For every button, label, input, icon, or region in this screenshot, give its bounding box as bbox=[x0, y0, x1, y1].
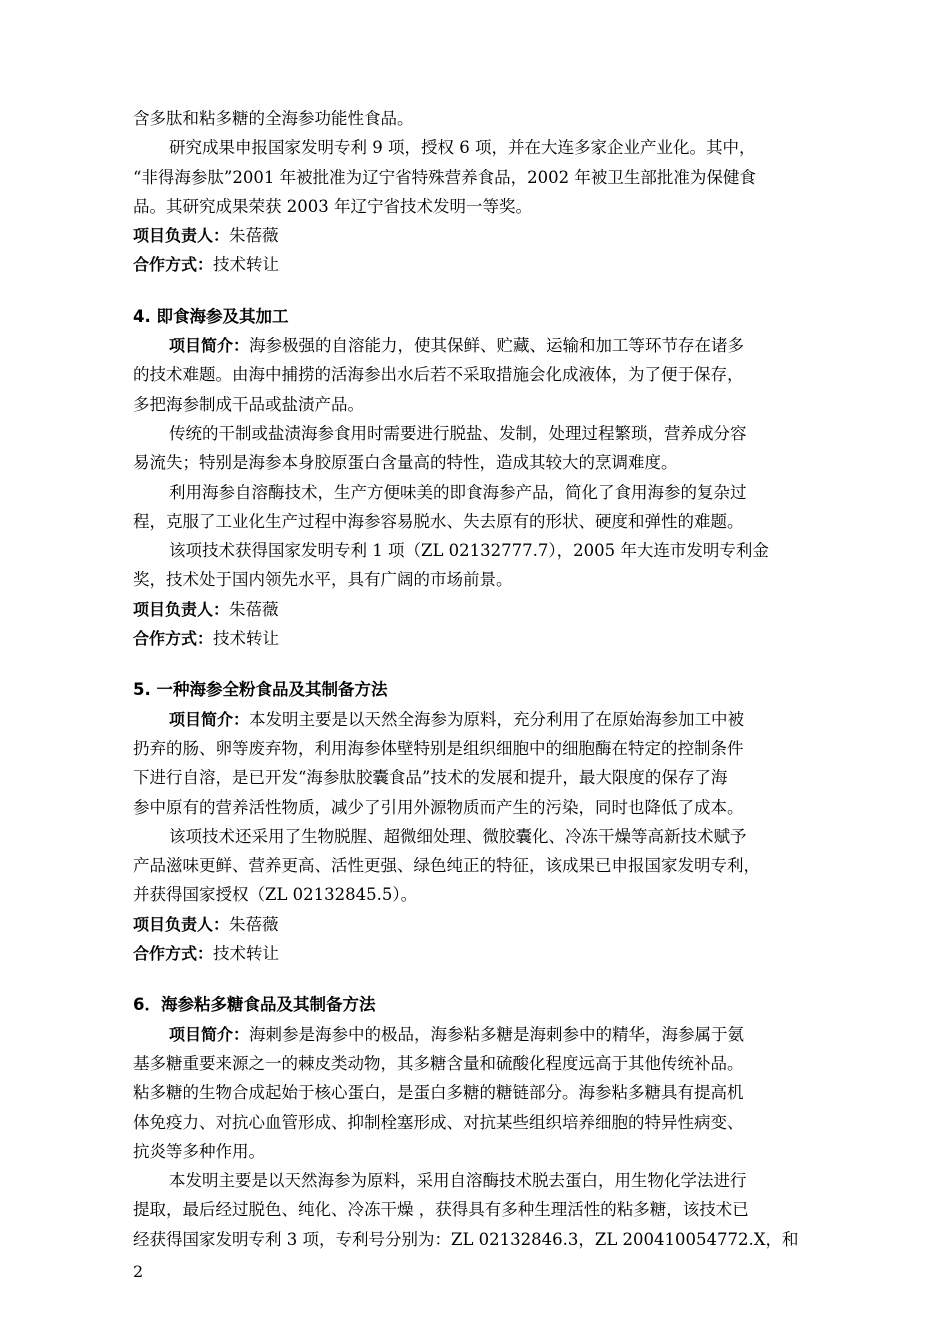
intro-text: 海参极强的自溶能力，使其保鲜、贮藏、运输和加工等环节存在诸多 bbox=[249, 336, 745, 356]
body-text-line bbox=[133, 331, 859, 360]
body-text-line: 基多糖重要来源之一的棘皮类动物，其多糖含量和硫酸化程度远高于其他传统补品。 bbox=[133, 1053, 744, 1073]
body-text-line: 该项技术还采用了生物脱腥、超微细处理、微胶囊化、冷冻干燥等高新技术赋予 bbox=[169, 826, 747, 846]
body-text-line: 参中原有的营养活性物质，减少了引用外源物质而产生的污染，同时也降低了成本。 bbox=[133, 797, 744, 817]
cooperation-value: 技术转让 bbox=[213, 629, 280, 649]
section-gap bbox=[133, 280, 859, 302]
cooperation-label: 合作方式： bbox=[133, 944, 214, 964]
project-leader-value: 朱蓓薇 bbox=[229, 599, 279, 619]
project-leader-value: 朱蓓薇 bbox=[229, 914, 279, 934]
project-leader-label: 项目负责人： bbox=[133, 914, 230, 934]
body-text-line bbox=[133, 705, 859, 734]
body-text-line: 抗炎等多种作用。 bbox=[133, 1141, 265, 1161]
body-text-line: 传统的干制或盐渍海参食用时需要进行脱盐、发制，处理过程繁琐，营养成分容 bbox=[169, 423, 747, 443]
section-gap bbox=[133, 968, 859, 990]
body-text-line: 下进行自溶，是已开发“海参肽胶囊食品”技术的发展和提升，最大限度的保存了海 bbox=[133, 768, 728, 788]
body-text-line: 并获得国家授权（ZL 02132845.5）。 bbox=[133, 885, 418, 905]
body-text-line: 易流失；特别是海参本身胶原蛋白含量高的特性，造成其较大的烹调难度。 bbox=[133, 453, 678, 473]
project-leader-label: 项目负责人： bbox=[133, 599, 230, 619]
body-text-line bbox=[133, 1020, 859, 1049]
body-text-line: 奖，技术处于国内领先水平，具有广阔的市场前景。 bbox=[133, 570, 513, 590]
body-text-line: 品。其研究成果荣获 2003 年辽宁省技术发明一等奖。 bbox=[133, 196, 532, 216]
body-text-line: 本发明主要是以天然海参为原料，采用自溶酶技术脱去蛋白，用生物化学法进行 bbox=[169, 1171, 747, 1191]
section-heading: 4. 即食海参及其加工 bbox=[133, 306, 289, 326]
project-leader-label: 项目负责人： bbox=[133, 226, 230, 246]
cooperation-line bbox=[133, 939, 859, 968]
cooperation-label: 合作方式： bbox=[133, 629, 214, 649]
cooperation-value: 技术转让 bbox=[213, 944, 280, 964]
body-text-line: 程，克服了工业化生产过程中海参容易脱水、失去原有的形状、硬度和弹性的难题。 bbox=[133, 511, 744, 531]
project-leader-value: 朱蓓薇 bbox=[229, 226, 279, 246]
body-text-line: 提取，最后经过脱色、纯化、冷冻干燥 ，获得具有多种生理活性的粘多糖，该技术已 bbox=[133, 1200, 749, 1220]
page-number: 2 bbox=[133, 1262, 144, 1281]
intro-text: 本发明主要是以天然全海参为原料，充分利用了在原始海参加工中被 bbox=[249, 709, 745, 729]
body-text-line: 扔弃的肠、卵等废弃物，利用海参体壁特别是组织细胞中的细胞酶在特定的控制条件 bbox=[133, 738, 744, 758]
document-page bbox=[133, 104, 859, 1254]
intro-label: 项目简介： bbox=[169, 336, 250, 356]
section-gap bbox=[133, 653, 859, 675]
body-text-line: 多把海参制成干品或盐渍产品。 bbox=[133, 394, 364, 414]
intro-label: 项目简介： bbox=[169, 1024, 250, 1044]
body-text-line: 研究成果申报国家发明专利 9 项，授权 6 项，并在大连多家企业产业化。其中， bbox=[169, 138, 756, 158]
section-heading: 6．海参粘多糖食品及其制备方法 bbox=[133, 995, 376, 1015]
body-text-line: 该项技术获得国家发明专利 1 项（ZL 02132777.7），2005 年大连市发明专利金 bbox=[169, 541, 769, 561]
cooperation-value: 技术转让 bbox=[213, 255, 280, 275]
cooperation-line bbox=[133, 250, 859, 279]
body-text-line: 产品滋味更鲜、营养更高、活性更强、绿色纯正的特征，该成果已申报国家发明专利， bbox=[133, 856, 760, 876]
cooperation-line bbox=[133, 624, 859, 653]
body-text-line: 粘多糖的生物合成起始于核心蛋白，是蛋白多糖的糖链部分。海参粘多糖具有提高机 bbox=[133, 1083, 744, 1103]
body-text-line: “非得海参肽”2001 年被批准为辽宁省特殊营养食品，2002 年被卫生部批准为保健食 bbox=[133, 167, 756, 187]
body-text-line: 经获得国家发明专利 3 项，专利号分别为：ZL 02132846.3，ZL 200410054772.X，和 bbox=[133, 1229, 799, 1249]
project-leader-line bbox=[133, 910, 859, 939]
cooperation-label: 合作方式： bbox=[133, 255, 214, 275]
project-leader-line bbox=[133, 595, 859, 624]
body-text-line: 体免疫力、对抗心血管形成、抑制栓塞形成、对抗某些组织培养细胞的特异性病变、 bbox=[133, 1112, 744, 1132]
project-leader-line bbox=[133, 221, 859, 250]
intro-text: 海刺参是海参中的极品，海参粘多糖是海刺参中的精华，海参属于氨 bbox=[249, 1024, 745, 1044]
intro-label: 项目简介： bbox=[169, 709, 250, 729]
section-heading: 5. 一种海参全粉食品及其制备方法 bbox=[133, 680, 388, 700]
body-text-line: 利用海参自溶酶技术，生产方便味美的即食海参产品，简化了食用海参的复杂过 bbox=[169, 482, 747, 502]
body-text-line: 含多肽和粘多糖的全海参功能性食品。 bbox=[133, 109, 414, 128]
body-text-line: 的技术难题。由海中捕捞的活海参出水后若不采取措施会化成液体，为了便于保存， bbox=[133, 365, 744, 385]
